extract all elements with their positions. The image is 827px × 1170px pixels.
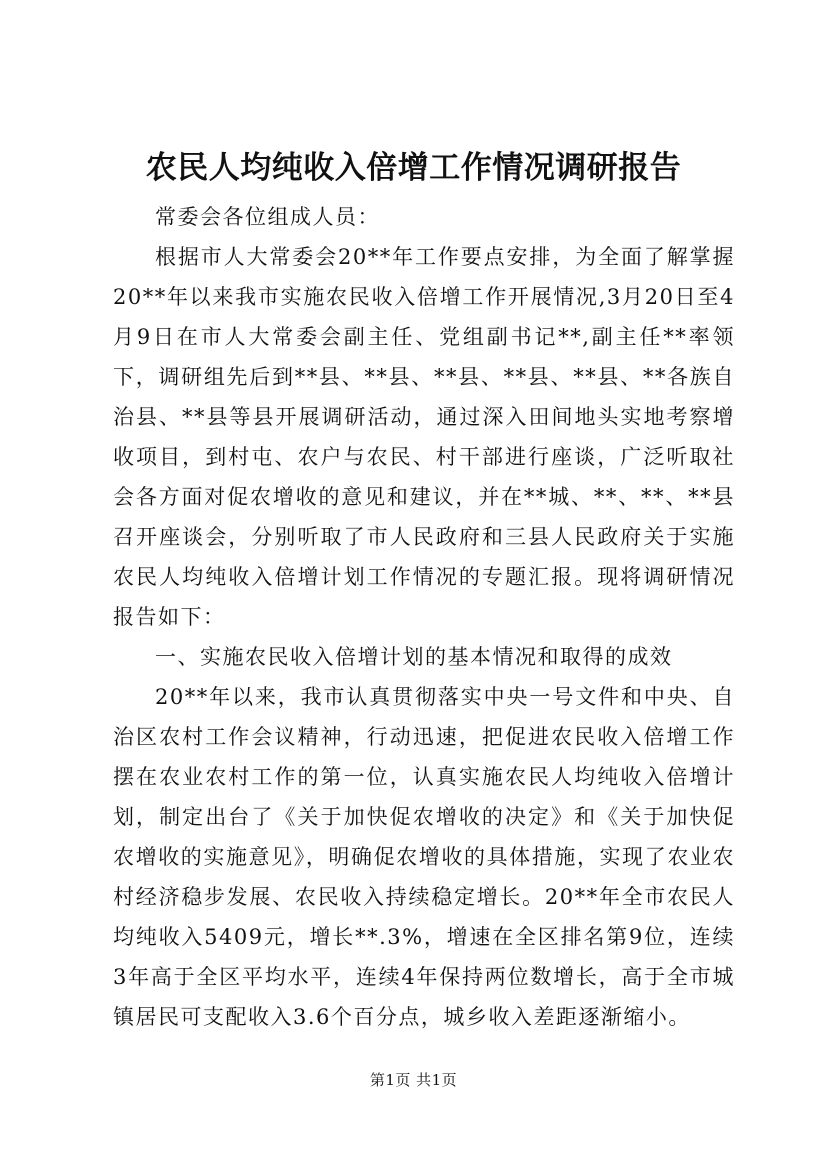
salutation-paragraph: 常委会各位组成人员： [155, 205, 380, 229]
section-heading: 一、实施农民收入倍增计划的基本情况和取得的成效 [155, 645, 673, 669]
document-title: 农民人均纯收入倍增工作情况调研报告 [145, 150, 682, 186]
page-footer: 第1页 共1页 [369, 1071, 458, 1089]
results-paragraph: 20**年以来，我市认真贯彻落实中央一号文件和中央、自治区农村工作会议精神，行动迅速，把促进农民收入倍增工作摆在农业农村工作的第一位，认真实施农民人均纯收入倍增计划，制定出台了《关于加快促农增收的决定》和《关于加快促农增收的实施意见》，明确促农增收的具体措施，实现了农业农村经济稳步发展、农民收入持续稳定增长。20**年全市农民人均纯收入5409元，增长**.3%，增速在全区排名第9位，连续3年高于全区平均水平，连续4年保持两位数增长，高于全市城镇居民可支配收入3.6个百分点，城乡收入差距逐渐缩小。 [113, 685, 735, 1029]
intro-paragraph: 根据市人大常委会20**年工作要点安排，为全面了解掌握20**年以来我市实施农民收入倍增工作开展情况,3月20日至4月9日在市人大常委会副主任、党组副书记**,副主任**率领下，调研组先后到**县、**县、**县、**县、**县、**各族自治县、**县等县开展调研活动，通过深入田间地头实地考察增收项目，到村屯、农户与农民、村干部进行座谈，广泛听取社会各方面对促农增收的意见和建议，并在**城、**、**、**县召开座谈会，分别听取了市人民政府和三县人民政府关于实施农民人均纯收入倍增计划工作情况的专题汇报。现将调研情况报告如下： [113, 245, 735, 629]
document-body [113, 197, 735, 1037]
